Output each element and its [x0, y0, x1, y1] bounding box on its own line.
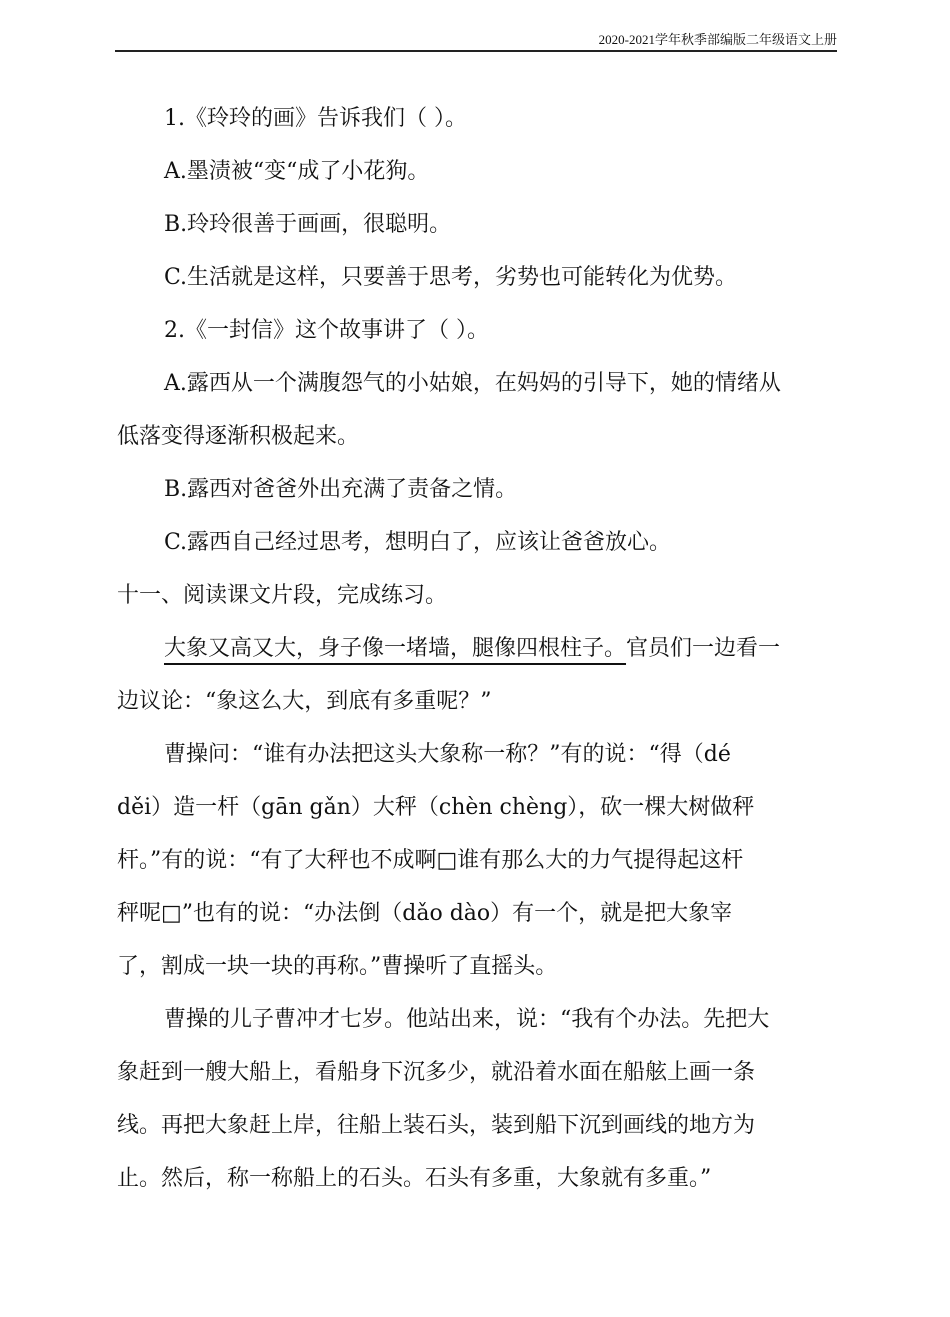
option-c: C.露西自己经过思考，想明白了，应该让爸爸放心。 [164, 530, 672, 555]
passage-paragraph-line [117, 622, 839, 675]
option-b: B.玲玲很善于画画，很聪明。 [164, 212, 452, 237]
header-title: 2020-2021学年秋季部编版二年级语文上册 [598, 32, 837, 47]
passage-paragraph-line: 杆。”有的说：“有了大秤也不成啊□谁有那么大的力气提得起这杆 [117, 848, 744, 873]
passage-paragraph-line: 象赶到一艘大船上，看船身下沉多少，就沿着水面在船舷上画一条 [117, 1060, 756, 1085]
option-a: A.露西从一个满腹怨气的小姑娘，在妈妈的引导下，她的情绪从 [164, 371, 781, 396]
passage-paragraph-line: 止。然后，称一称船上的石头。石头有多重，大象就有多重。” [117, 1166, 712, 1191]
page-header [115, 32, 837, 52]
question-stem: 2.《一封信》这个故事讲了（ ）。 [164, 318, 489, 343]
passage-paragraph-line: 曹操的儿子曹冲才七岁。他站出来，说：“我有个办法。先把大 [164, 1007, 770, 1032]
option-c: C.生活就是这样，只要善于思考，劣势也可能转化为优势。 [164, 265, 738, 290]
passage-paragraph-line: 曹操问：“谁有办法把这头大象称一称？”有的说：“得（dé [164, 742, 731, 767]
section-title: 十一、阅读课文片段，完成练习。 [117, 583, 448, 608]
option-a-continued: 低落变得逐渐积极起来。 [117, 424, 360, 449]
passage-paragraph-line: 秤呢□”也有的说：“办法倒（dǎo dào）有一个，就是把大象宰 [117, 901, 733, 926]
question-stem: 1.《玲玲的画》告诉我们（ ）。 [164, 106, 467, 131]
option-a: A.墨渍被“变“成了小花狗。 [164, 159, 430, 184]
document-body [117, 92, 839, 1205]
option-b: B.露西对爸爸外出充满了责备之情。 [164, 477, 518, 502]
passage-paragraph-line: 了，割成一块一块的再称。”曹操听了直摇头。 [117, 954, 558, 979]
passage-text: 官员们一边看一 [626, 636, 781, 661]
passage-paragraph-line: 边议论：“象这么大，到底有多重呢？” [117, 689, 492, 714]
passage-paragraph-line: 线。再把大象赶上岸，往船上装石头，装到船下沉到画线的地方为 [117, 1113, 756, 1138]
passage-paragraph-line: děi）造一杆（gān gǎn）大秤（chèn chèng），砍一棵大树做秤 [117, 795, 755, 820]
underlined-sentence: 大象又高又大，身子像一堵墙，腿像四根柱子。 [164, 636, 627, 661]
